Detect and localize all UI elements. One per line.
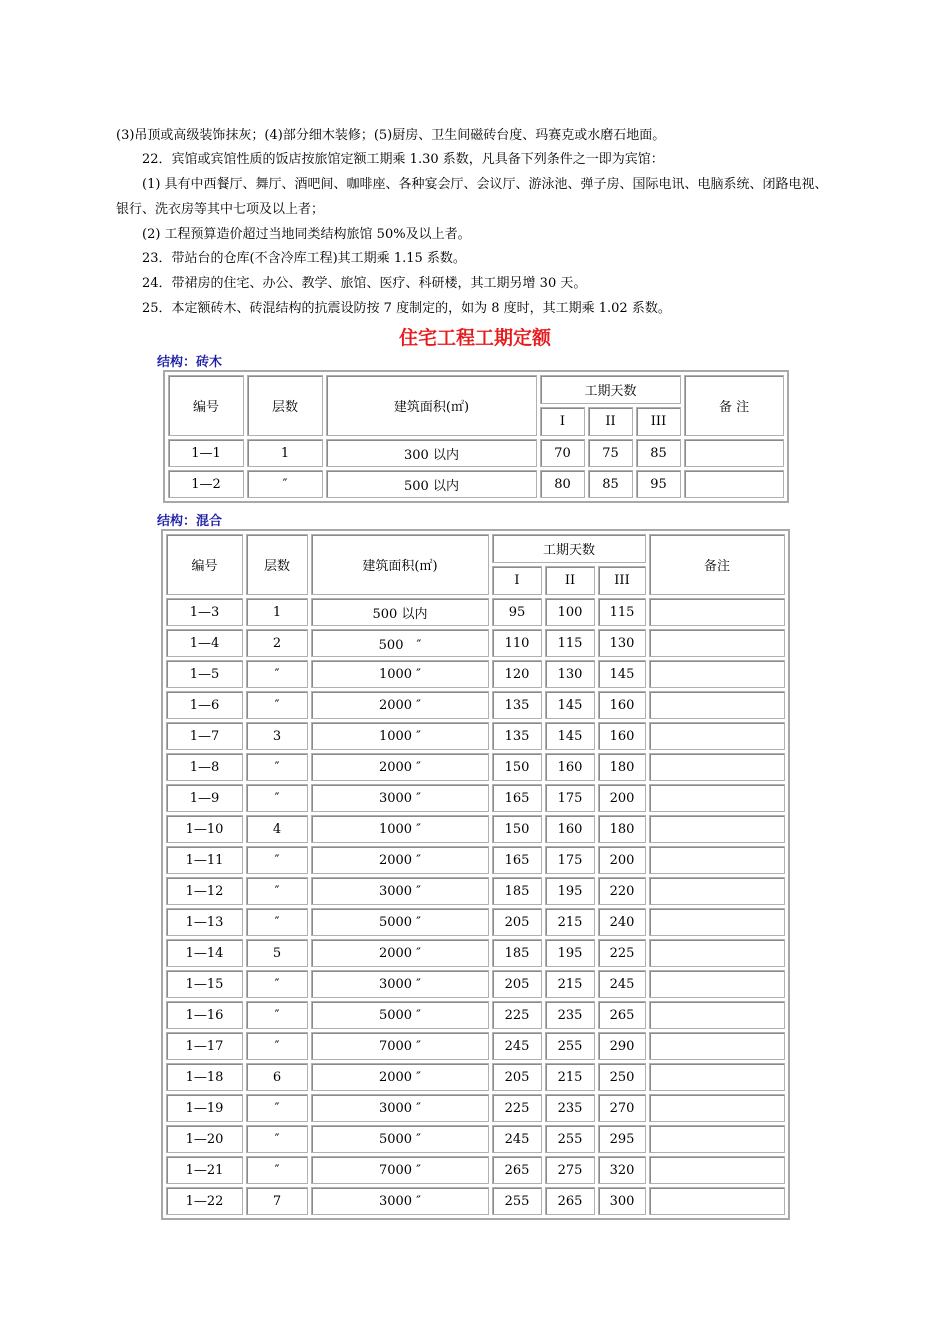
cell-floors: ″ [246,877,308,905]
cell-note [649,939,785,967]
cell-days-class-3: 220 [598,877,646,905]
cell-note [649,846,785,874]
header-class-1: I [540,407,585,436]
cell-area: 2000 ″ [311,1063,489,1091]
cell-code: 1—22 [166,1187,243,1215]
cell-days-class-3: 270 [598,1094,646,1122]
cell-note [684,439,784,467]
cell-note [649,908,785,936]
cell-floors: ″ [246,691,308,719]
cell-area: 5000 ″ [311,1125,489,1153]
cell-days-class-2: 215 [545,970,595,998]
header-floors: 层数 [246,534,308,595]
cell-days-class-3: 240 [598,908,646,936]
cell-days-class-3: 200 [598,784,646,812]
table-row [166,629,785,657]
cell-floors: ″ [246,784,308,812]
paragraph: 25．本定额砖木、砖混结构的抗震设防按 7 度制定的，如为 8 度时，其工期乘 1.02 系数。 [116,301,671,316]
cell-days-class-2: 255 [545,1125,595,1153]
cell-days-class-3: 180 [598,753,646,781]
paragraph: 银行、洗衣房等其中七项及以上者； [116,202,325,217]
cell-note [649,691,785,719]
cell-days-class-1: 135 [492,722,542,750]
cell-days-class-1: 205 [492,1063,542,1091]
header-note: 备注 [649,534,785,595]
cell-days-class-2: 145 [545,722,595,750]
cell-floors: ″ [246,1156,308,1184]
cell-days-class-3: 295 [598,1125,646,1153]
cell-note [649,722,785,750]
header-class-2: II [588,407,633,436]
cell-area: 2000 ″ [311,753,489,781]
cell-days-class-1: 205 [492,970,542,998]
cell-code: 1—2 [168,470,244,498]
cell-floors: ″ [246,846,308,874]
cell-days-class-3: 160 [598,722,646,750]
table-row [166,908,785,936]
table-row [166,722,785,750]
cell-days-class-2: 130 [545,660,595,688]
table-row [166,691,785,719]
cell-area: 5000 ″ [311,908,489,936]
cell-code: 1—7 [166,722,243,750]
cell-area: 500 以内 [326,470,537,498]
cell-days-class-3: 95 [636,470,681,498]
cell-days-class-1: 225 [492,1001,542,1029]
cell-floors: 7 [246,1187,308,1215]
cell-days-class-1: 150 [492,753,542,781]
cell-days-class-3: 180 [598,815,646,843]
paragraph: 22．宾馆或宾馆性质的饭店按旅馆定额工期乘 1.30 系数，凡具备下列条件之一即为宾馆： [116,152,664,167]
table-row [166,877,785,905]
cell-floors: ″ [246,1032,308,1060]
cell-days-class-3: 300 [598,1187,646,1215]
cell-days-class-1: 265 [492,1156,542,1184]
cell-floors: ″ [247,470,323,498]
cell-floors: 5 [246,939,308,967]
cell-note [649,753,785,781]
cell-days-class-1: 110 [492,629,542,657]
table-row [166,1001,785,1029]
cell-days-class-2: 235 [545,1001,595,1029]
cell-code: 1—17 [166,1032,243,1060]
cell-area: 5000 ″ [311,1001,489,1029]
cell-note [649,1063,785,1091]
cell-note [649,970,785,998]
cell-days-class-1: 245 [492,1032,542,1060]
cell-days-class-2: 265 [545,1187,595,1215]
paragraph: (1) 具有中西餐厅、舞厅、酒吧间、咖啡座、各种宴会厅、会议厅、游泳池、弹子房、国际电讯、电脑系统、闭路电视、 [116,177,828,192]
cell-code: 1—8 [166,753,243,781]
cell-days-class-3: 200 [598,846,646,874]
paragraph: 24．带裙房的住宅、办公、教学、旅馆、医疗、科研楼，其工期另增 30 天。 [116,276,587,291]
header-code: 编号 [166,534,243,595]
table-row [166,753,785,781]
cell-days-class-2: 195 [545,939,595,967]
cell-note [649,598,785,626]
table-row [168,439,784,467]
cell-days-class-1: 95 [492,598,542,626]
cell-floors: 2 [246,629,308,657]
cell-area: 3000 ″ [311,784,489,812]
header-area: 建筑面积(㎡) [326,375,537,436]
cell-days-class-2: 215 [545,1063,595,1091]
cell-days-class-2: 175 [545,784,595,812]
table-row [166,1187,785,1215]
cell-days-class-1: 185 [492,939,542,967]
cell-days-class-3: 265 [598,1001,646,1029]
paragraph: (3)吊顶或高级装饰抹灰；(4)部分细木装修；(5)厨房、卫生间磁砖台度、玛赛克或水磨石地面。 [116,128,666,143]
cell-days-class-3: 85 [636,439,681,467]
cell-days-class-3: 130 [598,629,646,657]
cell-days-class-2: 160 [545,815,595,843]
cell-days-class-2: 115 [545,629,595,657]
cell-days-class-2: 215 [545,908,595,936]
table-row [166,1063,785,1091]
cell-code: 1—12 [166,877,243,905]
cell-days-class-1: 245 [492,1125,542,1153]
cell-area: 2000 ″ [311,846,489,874]
cell-floors: ″ [246,660,308,688]
cell-note [684,470,784,498]
section-label-brick-wood: 结构：砖木 [157,355,223,370]
section-label-mixed: 结构：混合 [157,514,223,529]
table-row [166,939,785,967]
cell-days-class-1: 165 [492,846,542,874]
cell-floors: ″ [246,908,308,936]
cell-days-class-3: 250 [598,1063,646,1091]
cell-code: 1—11 [166,846,243,874]
table-row [166,1125,785,1153]
header-floors: 层数 [247,375,323,436]
cell-area: 3000 ″ [311,1094,489,1122]
cell-days-class-3: 245 [598,970,646,998]
cell-note [649,877,785,905]
header-note: 备 注 [684,375,784,436]
cell-days-class-3: 145 [598,660,646,688]
table-row [168,470,784,498]
cell-floors: ″ [246,753,308,781]
cell-code: 1—14 [166,939,243,967]
table-row [166,970,785,998]
header-days: 工期天数 [492,534,646,563]
cell-code: 1—6 [166,691,243,719]
table-row [166,846,785,874]
schedule-table-brick-wood [163,370,789,503]
schedule-table-mixed [161,529,790,1220]
cell-area: 1000 ″ [311,660,489,688]
cell-floors: ″ [246,1094,308,1122]
cell-area: 500 ″ [311,629,489,657]
cell-code: 1—1 [168,439,244,467]
header-class-1: I [492,566,542,595]
table-row [166,1094,785,1122]
cell-days-class-3: 225 [598,939,646,967]
cell-code: 1—4 [166,629,243,657]
cell-code: 1—15 [166,970,243,998]
cell-days-class-1: 165 [492,784,542,812]
paragraph: 23．带站台的仓库(不含冷库工程)其工期乘 1.15 系数。 [116,251,466,266]
cell-floors: ″ [246,970,308,998]
cell-code: 1—13 [166,908,243,936]
cell-code: 1—16 [166,1001,243,1029]
paragraph: (2) 工程预算造价超过当地同类结构旅馆 50%及以上者。 [116,227,471,242]
cell-days-class-3: 320 [598,1156,646,1184]
cell-area: 1000 ″ [311,815,489,843]
cell-code: 1—20 [166,1125,243,1153]
cell-days-class-3: 160 [598,691,646,719]
cell-code: 1—9 [166,784,243,812]
page-title: 住宅工程工期定额 [398,327,551,349]
cell-days-class-2: 160 [545,753,595,781]
cell-days-class-2: 175 [545,846,595,874]
cell-code: 1—10 [166,815,243,843]
cell-note [649,1125,785,1153]
table-row [166,784,785,812]
cell-days-class-2: 145 [545,691,595,719]
cell-floors: ″ [246,1125,308,1153]
header-class-3: III [636,407,681,436]
cell-days-class-2: 100 [545,598,595,626]
cell-days-class-3: 290 [598,1032,646,1060]
cell-days-class-1: 80 [540,470,585,498]
cell-area: 7000 ″ [311,1032,489,1060]
cell-area: 2000 ″ [311,939,489,967]
cell-days-class-2: 255 [545,1032,595,1060]
cell-floors: 6 [246,1063,308,1091]
cell-days-class-1: 225 [492,1094,542,1122]
cell-days-class-1: 135 [492,691,542,719]
cell-note [649,784,785,812]
cell-area: 500 以内 [311,598,489,626]
header-code: 编号 [168,375,244,436]
cell-code: 1—3 [166,598,243,626]
cell-floors: 3 [246,722,308,750]
cell-floors: 4 [246,815,308,843]
cell-days-class-2: 85 [588,470,633,498]
cell-days-class-3: 115 [598,598,646,626]
cell-days-class-1: 185 [492,877,542,905]
cell-area: 3000 ″ [311,970,489,998]
cell-floors: 1 [247,439,323,467]
cell-area: 2000 ″ [311,691,489,719]
cell-note [649,815,785,843]
cell-area: 300 以内 [326,439,537,467]
cell-days-class-1: 70 [540,439,585,467]
header-area: 建筑面积(㎡) [311,534,489,595]
cell-days-class-2: 195 [545,877,595,905]
cell-note [649,1156,785,1184]
cell-note [649,660,785,688]
table-row [166,660,785,688]
cell-days-class-1: 205 [492,908,542,936]
cell-code: 1—21 [166,1156,243,1184]
table-row [166,1156,785,1184]
cell-days-class-2: 75 [588,439,633,467]
cell-code: 1—5 [166,660,243,688]
cell-code: 1—19 [166,1094,243,1122]
cell-area: 3000 ″ [311,1187,489,1215]
cell-area: 3000 ″ [311,877,489,905]
cell-note [649,629,785,657]
cell-days-class-1: 120 [492,660,542,688]
cell-floors: 1 [246,598,308,626]
cell-area: 7000 ″ [311,1156,489,1184]
cell-note [649,1187,785,1215]
cell-note [649,1094,785,1122]
cell-code: 1—18 [166,1063,243,1091]
cell-area: 1000 ″ [311,722,489,750]
cell-days-class-2: 275 [545,1156,595,1184]
header-days: 工期天数 [540,375,681,404]
header-class-3: III [598,566,646,595]
cell-days-class-2: 235 [545,1094,595,1122]
cell-floors: ″ [246,1001,308,1029]
cell-note [649,1032,785,1060]
table-row [166,1032,785,1060]
table-row [166,815,785,843]
cell-note [649,1001,785,1029]
cell-days-class-1: 150 [492,815,542,843]
cell-days-class-1: 255 [492,1187,542,1215]
table-row [166,598,785,626]
header-class-2: II [545,566,595,595]
